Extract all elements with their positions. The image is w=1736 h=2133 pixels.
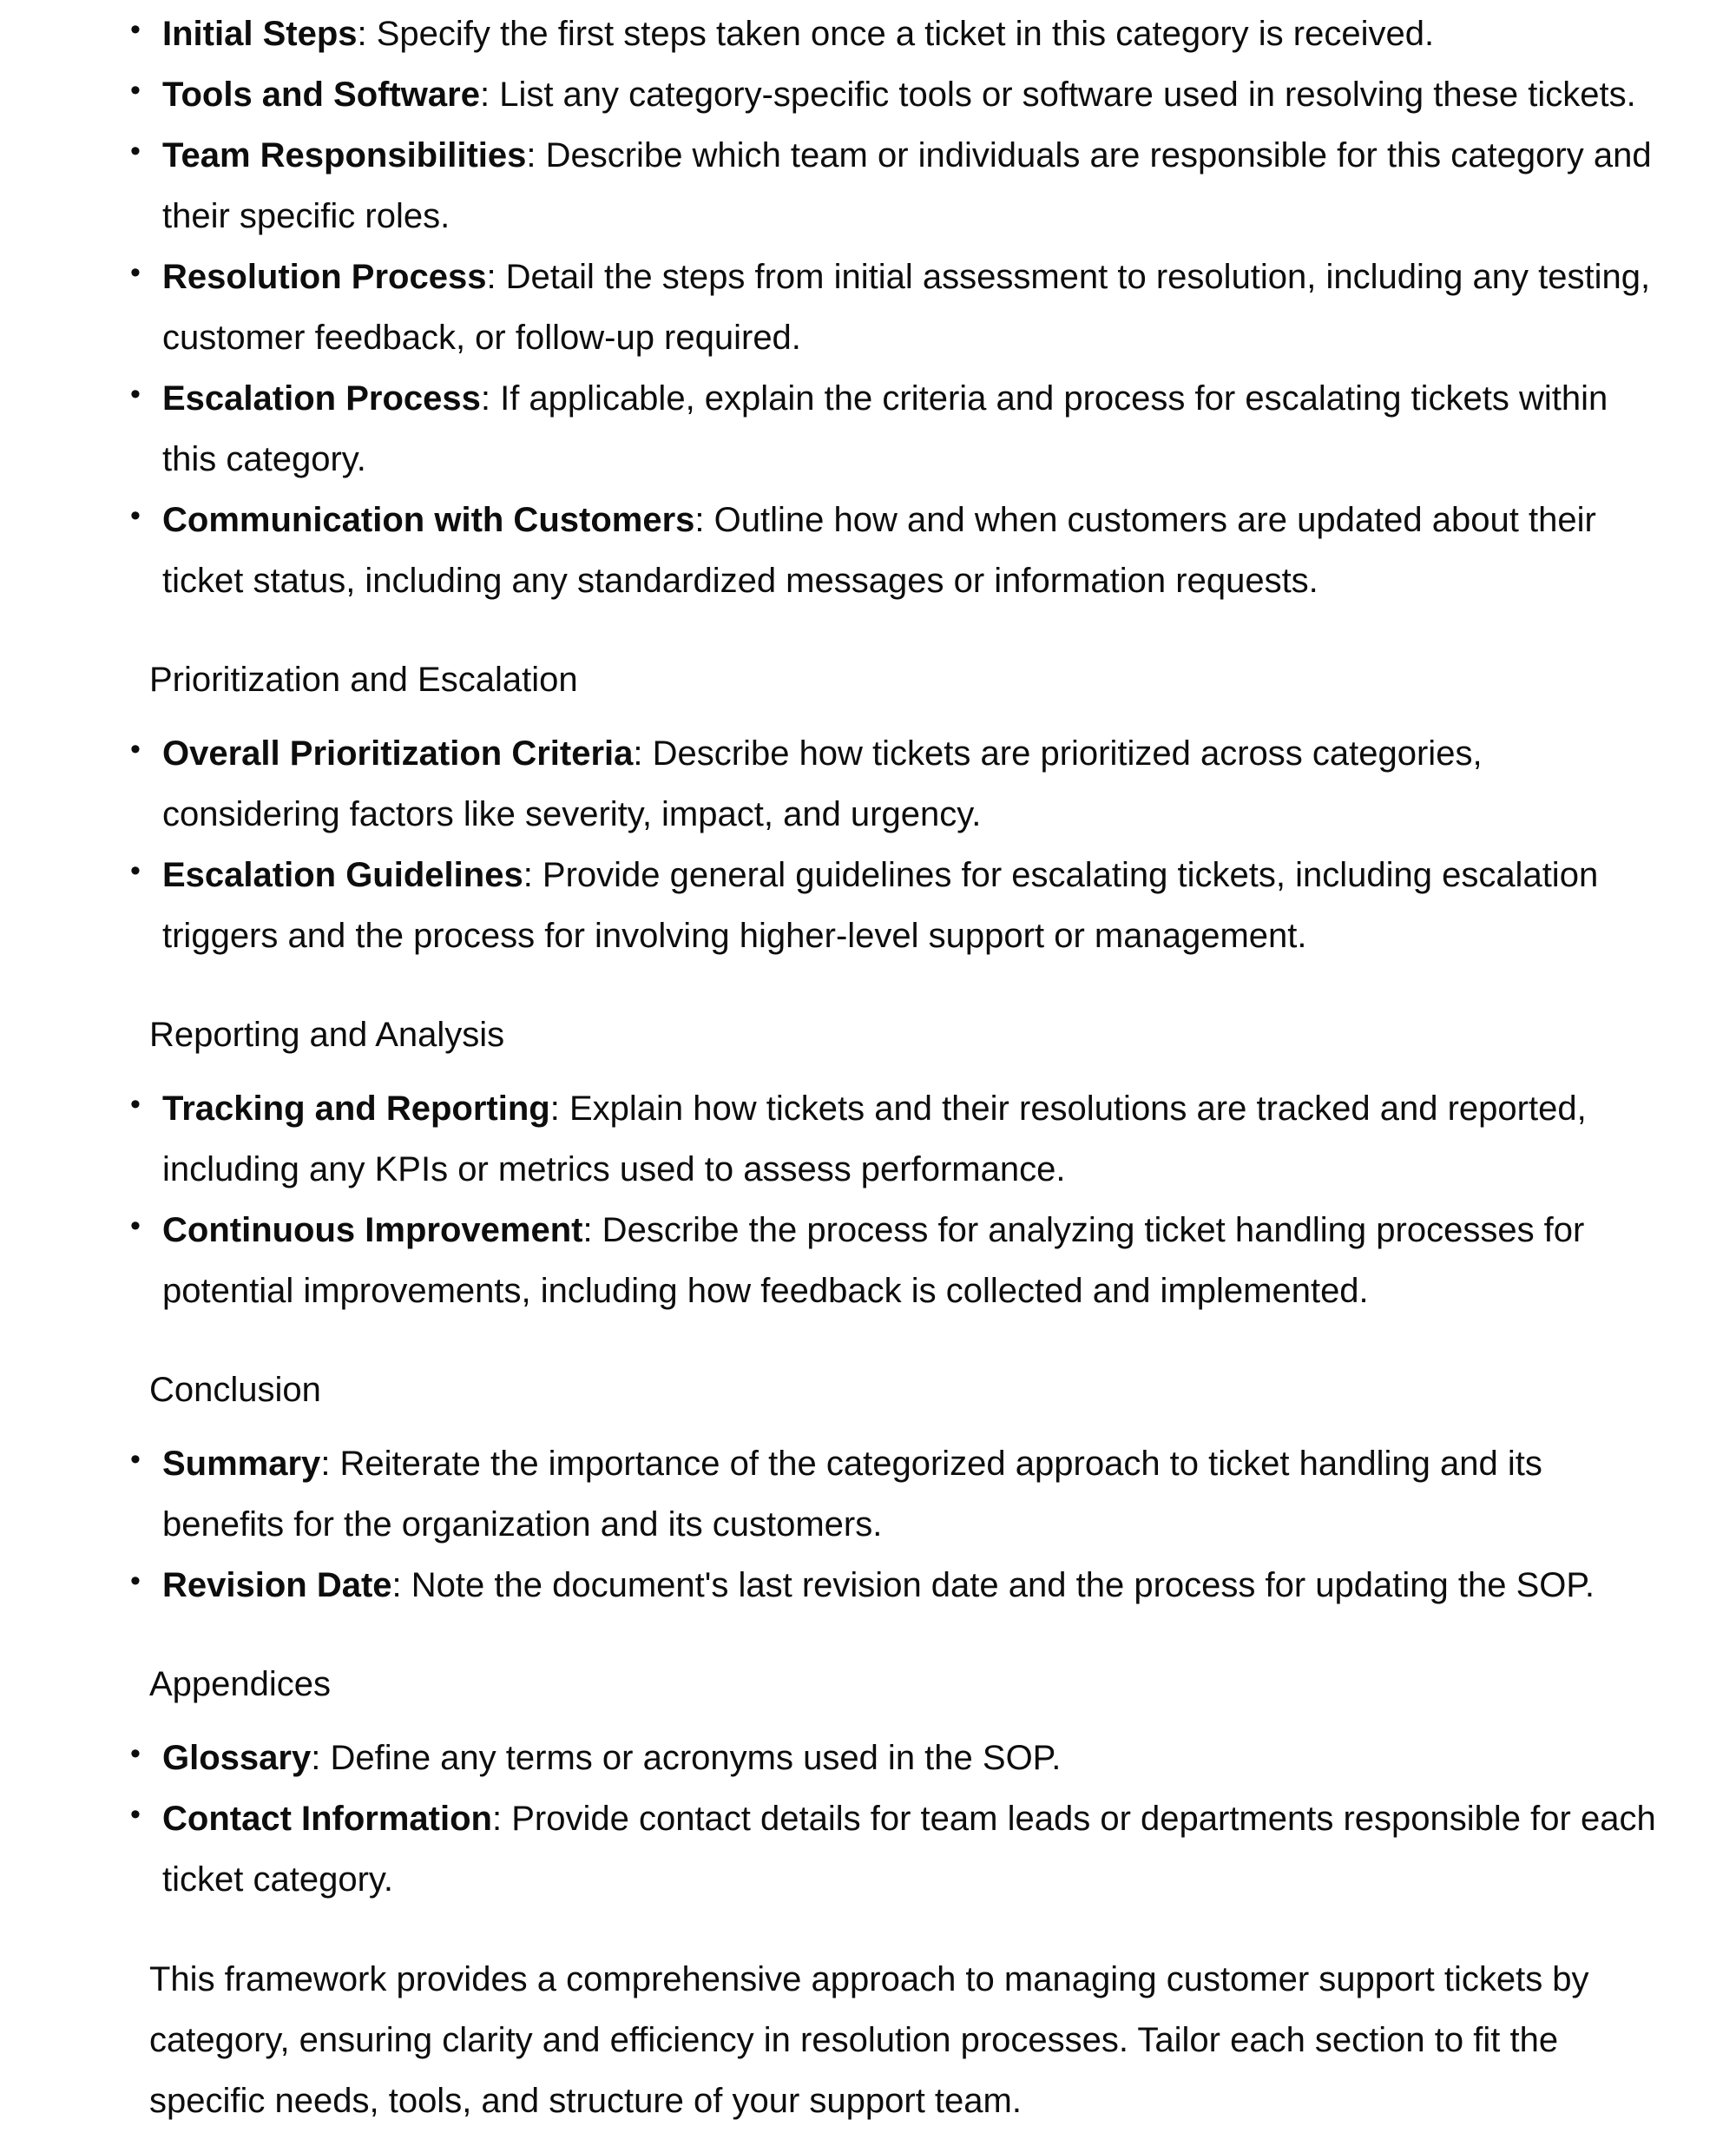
list-item	[0, 1728, 1736, 1788]
item-description: : Describe which team or individuals are responsible for this category and their specific roles.	[162, 136, 1652, 235]
item-term: Initial Steps	[162, 15, 358, 53]
item-description: : Detail the steps from initial assessment to resolution, including any testing, customer feedback, or follow-up required.	[162, 258, 1651, 357]
appendices-list	[0, 1728, 1736, 1910]
item-description: : Note the document's last revision date and the process for updating the SOP.	[391, 1566, 1595, 1604]
list-item	[0, 1433, 1736, 1555]
list-item	[0, 1555, 1736, 1616]
bullet: •	[130, 135, 141, 168]
item-term: Continuous Improvement	[162, 1211, 583, 1249]
section-heading-prioritization: Prioritization and Escalation	[149, 661, 578, 699]
item-description: : If applicable, explain the criteria and process for escalating tickets within this category.	[162, 379, 1608, 478]
bullet: •	[130, 1443, 141, 1476]
bullet: •	[130, 733, 141, 766]
bullet: •	[130, 1088, 141, 1121]
bullet: •	[130, 256, 141, 289]
item-term: Resolution Process	[162, 258, 487, 296]
bullet: •	[130, 854, 141, 887]
item-term: Escalation Process	[162, 379, 481, 418]
section-heading-conclusion: Conclusion	[149, 1371, 321, 1409]
item-description: : Describe the process for analyzing ticket handling processes for potential improvements, including how feedback is collected and implemented.	[162, 1211, 1585, 1310]
bullet: •	[130, 499, 141, 532]
list-item	[0, 247, 1736, 368]
item-description: : Specify the first steps taken once a ticket in this category is received.	[357, 15, 1435, 53]
item-description: : List any category-specific tools or software used in resolving these tickets.	[479, 76, 1636, 114]
item-term: Summary	[162, 1445, 321, 1483]
prioritization-list	[0, 723, 1736, 966]
closing-paragraph: This framework provides a comprehensive approach to managing customer support tickets by category, ensuring clarity and efficiency in resolution processes. Tailor each section to fit the specific needs, tools, and structure of your support team.	[149, 1960, 1589, 2120]
item-term: Communication with Customers	[162, 501, 695, 539]
item-description: : Reiterate the importance of the categorized approach to ticket handling and its benefits for the organization and its customers.	[162, 1445, 1542, 1544]
conclusion-list	[0, 1433, 1736, 1616]
list-item	[0, 1788, 1736, 1910]
reporting-list	[0, 1078, 1736, 1321]
item-term: Tracking and Reporting	[162, 1090, 550, 1128]
item-description: : Describe how tickets are prioritized across categories, considering factors like severity, impact, and urgency.	[162, 734, 1483, 833]
bullet: •	[130, 13, 141, 46]
item-description: : Provide general guidelines for escalating tickets, including escalation triggers and the process for involving higher-level support or management.	[162, 856, 1599, 955]
section-heading-appendices: Appendices	[149, 1665, 332, 1703]
item-term: Revision Date	[162, 1566, 392, 1604]
section-heading-reporting: Reporting and Analysis	[149, 1016, 505, 1054]
item-description: : Provide contact details for team leads or departments responsible for each ticket category.	[162, 1800, 1656, 1899]
bullet: •	[130, 378, 141, 411]
item-term: Tools and Software	[162, 76, 480, 114]
item-term: Escalation Guidelines	[162, 856, 523, 894]
bullet: •	[130, 1209, 141, 1242]
item-description: : Outline how and when customers are updated about their ticket status, including any standardized messages or information requests.	[162, 501, 1596, 600]
list-item	[0, 3, 1736, 64]
item-term: Team Responsibilities	[162, 136, 527, 174]
bullet: •	[130, 1798, 141, 1831]
bullet: •	[130, 74, 141, 107]
item-term: Contact Information	[162, 1800, 492, 1838]
list-item	[0, 845, 1736, 966]
bullet: •	[130, 1564, 141, 1597]
list-item	[0, 490, 1736, 611]
item-term: Glossary	[162, 1739, 312, 1777]
list-item	[0, 368, 1736, 490]
list-item	[0, 1200, 1736, 1321]
bullet: •	[130, 1737, 141, 1770]
list-item	[0, 723, 1736, 845]
item-description: : Define any terms or acronyms used in the SOP.	[311, 1739, 1062, 1777]
list-item	[0, 125, 1736, 247]
item-term: Overall Prioritization Criteria	[162, 734, 634, 773]
category-procedures-list	[0, 3, 1736, 611]
list-item	[0, 64, 1736, 125]
list-item	[0, 1078, 1736, 1200]
item-description: : Explain how tickets and their resolutions are tracked and reported, including any KPIs or metrics used to assess performance.	[162, 1090, 1587, 1188]
